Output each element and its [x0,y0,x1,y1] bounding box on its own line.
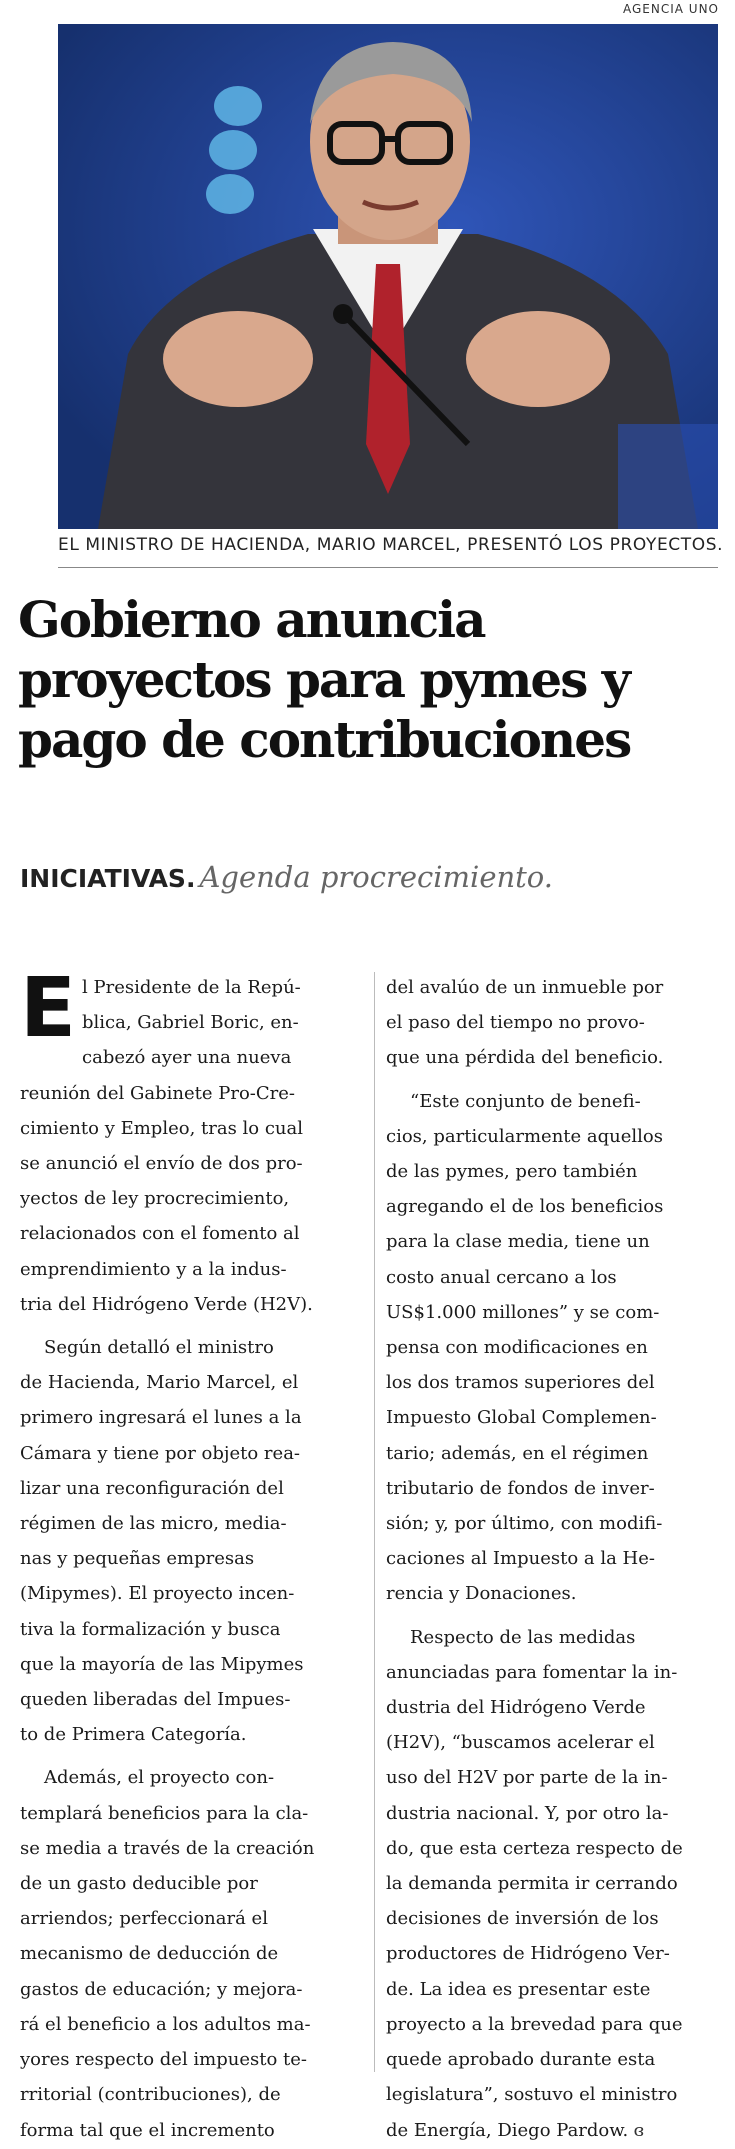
body-text-line: dustria del Hidrógeno Verde [386,1697,646,1719]
kicker-label: INICIATIVAS. [20,864,196,893]
body-text-line: queden liberadas del Impues- [20,1689,291,1711]
paragraph-gap [386,1612,722,1620]
body-text-line: dustria nacional. Y, por otro la- [386,1802,669,1824]
minister-illustration [58,24,718,529]
body-text-line: la demanda permita ir cerrando [386,1873,678,1895]
body-text-line: templará beneficios para la cla- [20,1802,309,1824]
body-text-line: tario; además, en el régimen [386,1442,649,1464]
paragraph-gap [20,1752,364,1760]
minister-photo [58,24,718,529]
body-text-line: relacionados con el fomento al [20,1223,300,1245]
body-text-line: rritorial (contribuciones), de [20,2084,281,2106]
body-text-line: “Este conjunto de benefi- [410,1090,641,1112]
drop-cap: E [20,961,77,1056]
body-text-line: costo anual cercano a los [386,1266,617,1288]
paragraph-gap [20,1322,364,1330]
body-text-line: gastos de educación; y mejora- [20,1978,303,2000]
body-text-line: do, que esta certeza respecto de [386,1837,683,1859]
section-kicker [20,860,720,894]
article-end-mark: ɞ [628,2120,645,2141]
body-text-line: reunión del Gabinete Pro-Cre- [20,1082,295,1104]
body-text-line: l Presidente de la Repú- [82,977,301,998]
headline-line: pago de contribuciones [18,710,631,769]
body-text-line: decisiones de inversión de los [386,1908,659,1930]
body-text-line: lizar una reconfiguración del [20,1477,284,1499]
body-text-line: régimen de las micro, media- [20,1513,287,1535]
body-text-line: se anunció el envío de dos pro- [20,1153,303,1175]
photo-caption: EL MINISTRO DE HACIENDA, MARIO MARCEL, PRESENTÓ LOS PROYECTOS. [58,535,724,555]
body-text-line: US$1.000 millones” y se com- [386,1301,660,1323]
body-text-line: to de Primera Categoría. [20,1724,247,1746]
article-right-column [386,970,722,2149]
body-text-line: mecanismo de deducción de [20,1943,279,1965]
body-text-line: rencia y Donaciones. [386,1583,577,1605]
body-text-line: Además, el proyecto con- [44,1767,275,1789]
body-text-line: tiva la formalización y busca [20,1618,281,1640]
article-headline [18,590,723,770]
body-text-line: Cámara y tiene por objeto rea- [20,1442,301,1464]
body-text-line: tributario de fondos de inver- [386,1477,655,1499]
kicker-subtitle: Agenda procrecimiento. [199,860,553,894]
body-text-line: se media a través de la creación [20,1837,315,1859]
body-text-line: proyecto a la brevedad para que [386,2013,683,2035]
body-text-line: tria del Hidrógeno Verde (H2V). [20,1293,313,1315]
paragraph-gap [386,1076,722,1084]
body-text-line: agregando el de los beneficios [386,1196,664,1218]
body-text-line: del avalúo de un inmueble por [386,977,664,998]
body-text-line: cios, particularmente aquellos [386,1125,663,1147]
body-text-line: arriendos; perfeccionará el [20,1908,268,1930]
headline-line: Gobierno anuncia [18,590,485,649]
body-text-line: caciones al Impuesto a la He- [386,1548,655,1570]
body-text-line: sión; y, por último, con modifi- [386,1513,663,1535]
body-text-line: el paso del tiempo no provo- [386,1012,645,1034]
body-text-line: productores de Hidrógeno Ver- [386,1943,670,1965]
body-text-line: de un gasto deducible por [20,1873,258,1895]
body-text-line: forma tal que el incremento [20,2119,275,2141]
body-text-line: quede aprobado durante esta [386,2049,656,2071]
body-text-line: emprendimiento y a la indus- [20,1258,287,1280]
body-text-line: yores respecto del impuesto te- [20,2049,308,2071]
body-text-line: blica, Gabriel Boric, en- [82,1012,299,1034]
body-text-line: anunciadas para fomentar la in- [386,1661,678,1683]
body-text-line: legislatura”, sostuvo el ministro [386,2084,678,2106]
body-text-line: (H2V), “buscamos acelerar el [386,1732,655,1754]
body-text-line: cimiento y Empleo, tras lo cual [20,1117,304,1139]
body-text-line: (Mipymes). El proyecto incen- [20,1583,295,1605]
body-text-line: los dos tramos superiores del [386,1372,655,1394]
body-text-line: que una pérdida del beneficio. [386,1047,664,1069]
body-text-line: Impuesto Global Complemen- [386,1407,657,1429]
column-divider [374,972,375,2072]
body-text-line: pensa con modificaciones en [386,1337,648,1359]
photo-credit: AGENCIA UNO [622,2,719,16]
headline-line: proyectos para pymes y [18,650,629,709]
body-text-line: rá el beneficio a los adultos ma- [20,2013,311,2035]
body-text-line: Respecto de las medidas [410,1626,636,1648]
body-text-line: cabezó ayer una nueva [82,1047,292,1069]
body-text-line: primero ingresará el lunes a la [20,1407,302,1429]
body-text-line: Según detalló el ministro [44,1337,274,1359]
article-left-column [20,961,364,2148]
body-text-line: uso del H2V por parte de la in- [386,1767,668,1789]
body-text-line: de Hacienda, Mario Marcel, el [20,1372,299,1394]
caption-divider [58,567,718,568]
body-text-line: de las pymes, pero también [386,1161,638,1183]
body-text-line: para la clase media, tiene un [386,1231,650,1253]
body-text-line: yectos de ley procrecimiento, [20,1188,290,1210]
body-text-line: de. La idea es presentar este [386,1978,651,2000]
body-text-line: que la mayoría de las Mipymes [20,1653,304,1675]
body-text-line: de Energía, Diego Pardow. ɞ [386,2119,645,2141]
background-lights [206,86,262,214]
body-text-line: nas y pequeñas empresas [20,1548,255,1570]
